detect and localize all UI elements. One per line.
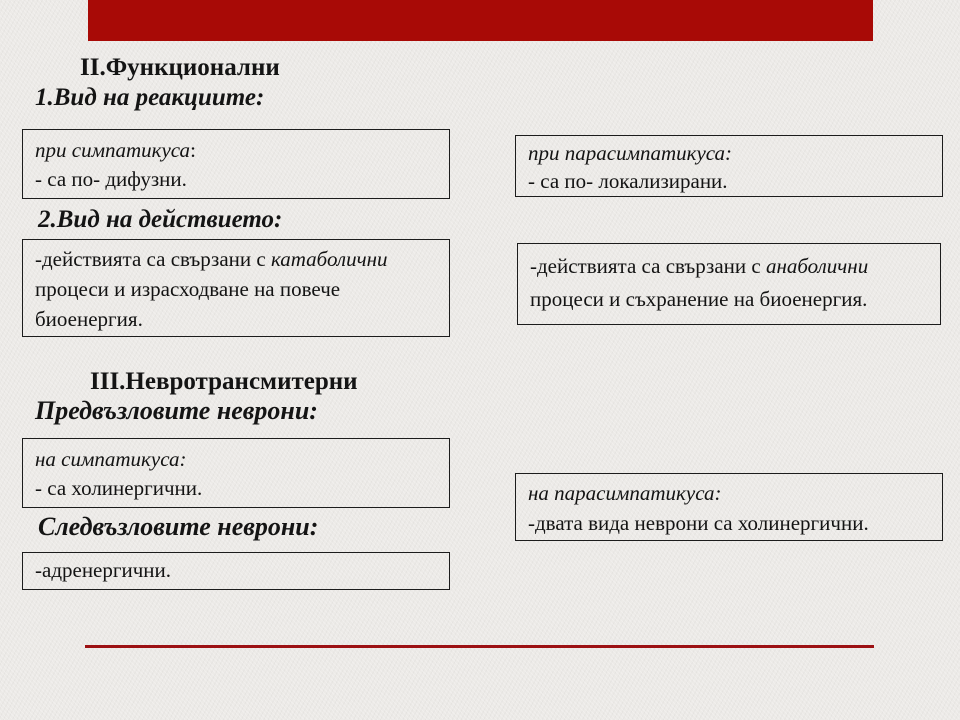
textbox-line: на симпатикуса: — [35, 447, 187, 471]
box-sympathetic-preganglionic — [22, 438, 450, 508]
heading-action-type: 2.Вид на действието: — [38, 206, 283, 233]
textbox-line: - са холинергични. — [35, 476, 203, 500]
textbox-line: -действията са свързани с катаболични — [35, 247, 388, 271]
bottom-divider-line — [85, 645, 874, 648]
box-parasympathetic-neurons — [515, 473, 943, 541]
box-postganglionic-adrenergic — [22, 552, 450, 590]
textbox-line: -двата вида неврони са холинергични. — [528, 511, 869, 535]
heading-preganglionic-neurons: Предвъзловите неврони: — [35, 396, 318, 425]
box-sympathetic-reactions — [22, 129, 450, 199]
box-sympathetic-action — [22, 239, 450, 337]
textbox-line: при парасимпатикуса: — [528, 141, 733, 165]
textbox-line: биоенергия. — [35, 307, 143, 331]
heading-functional: II.Функционални — [80, 54, 280, 81]
heading-postganglionic-neurons: Следвъзловите неврони: — [38, 512, 319, 541]
textbox-line: процеси и съхранение на биоенергия. — [530, 287, 868, 311]
textbox-line: -действията са свързани с анаболични — [530, 254, 869, 278]
textbox-line: -адренергични. — [35, 558, 172, 582]
textbox-line: при симпатикуса: — [35, 138, 196, 162]
textbox-line: процеси и израсходване на повече — [35, 277, 341, 301]
top-accent-bar — [88, 0, 873, 41]
heading-reaction-type: 1.Вид на реакциите: — [35, 84, 265, 111]
box-parasympathetic-action — [517, 243, 941, 325]
textbox-line: на парасимпатикуса: — [528, 481, 722, 505]
textbox-line: - са по- локализирани. — [528, 169, 728, 193]
textbox-line: - са по- дифузни. — [35, 167, 187, 191]
heading-neurotransmitter: III.Невротрансмитерни — [90, 368, 358, 395]
box-parasympathetic-reactions — [515, 135, 943, 197]
